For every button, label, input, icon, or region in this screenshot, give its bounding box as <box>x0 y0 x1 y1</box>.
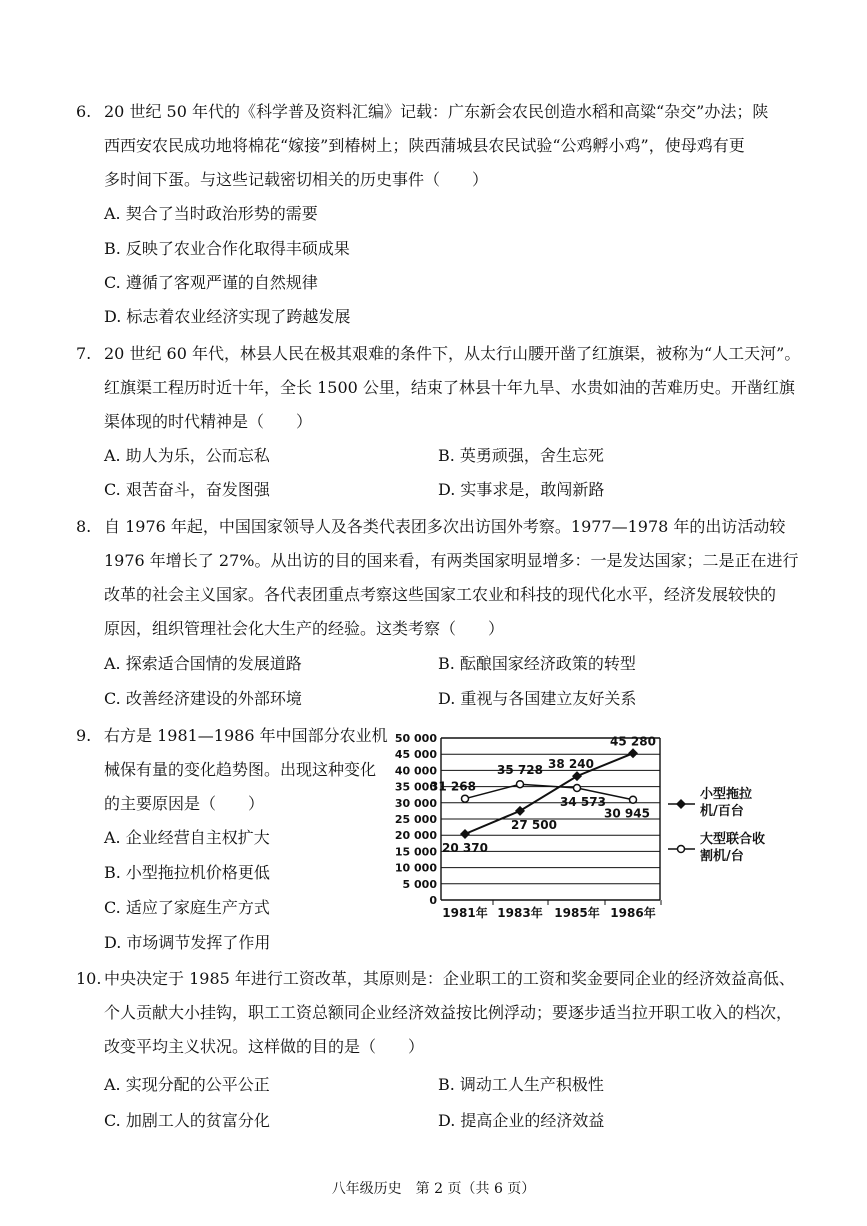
option-a: A. 助人为乐，公而忘私 <box>104 446 270 465</box>
question-text: 20 世纪 50 年代的《科学普及资料汇编》记载：广东新会农民创造水稻和高粱“杂交”办法；陕 <box>104 102 769 121</box>
option-d: D. 实事求是，敢闯新路 <box>438 480 605 499</box>
y-tick-label: 40 000 <box>394 764 437 778</box>
legend-label: 割机/台 <box>700 849 744 864</box>
question-text: 渠体现的时代精神是（ ） <box>104 412 313 431</box>
data-label: 35 728 <box>497 763 543 778</box>
question-text: 改变平均主义状况。这样做的目的是（ ） <box>104 1037 425 1056</box>
option-a: A. 实现分配的公平公正 <box>104 1075 270 1094</box>
option-b: B. 反映了农业合作化取得丰硕成果 <box>104 239 350 258</box>
option-c: C. 遵循了客观严谨的自然规律 <box>104 273 318 292</box>
data-label: 45 280 <box>610 734 656 749</box>
question-text: 西西安农民成功地将棉花“嫁接”到椿树上；陕西蒲城县农民试验“公鸡孵小鸡”，使母鸡有更 <box>104 136 745 155</box>
y-tick-label: 0 <box>429 894 437 907</box>
data-point-diamond <box>460 829 470 839</box>
y-tick-label: 35 000 <box>394 780 437 794</box>
data-label: 31 268 <box>430 779 476 794</box>
question-number: 6. <box>76 102 92 121</box>
y-tick-label: 10 000 <box>394 861 437 875</box>
question-text: 多时间下蛋。与这些记载密切相关的历史事件（ ） <box>104 170 489 189</box>
data-label: 27 500 <box>511 817 557 832</box>
option-b: B. 英勇顽强，舍生忘死 <box>438 446 604 465</box>
x-tick-label: 1985年 <box>554 906 600 920</box>
question-text: 原因，组织管理社会化大生产的经验。这类考察（ ） <box>104 619 505 638</box>
question-number: 10. <box>76 969 102 988</box>
legend-label: 小型拖拉 <box>700 787 753 802</box>
option-a: A. 企业经营自主权扩大 <box>104 828 270 847</box>
option-b: B. 小型拖拉机价格更低 <box>104 863 270 882</box>
question-text: 红旗渠工程历时近十年，全长 1500 公里，结束了林县十年九旱、水贵如油的苦难历史。开凿红旗 <box>104 378 795 397</box>
data-point-diamond <box>628 748 638 758</box>
question-text: 械保有量的变化趋势图。出现这种变化 <box>104 760 377 779</box>
data-label: 34 573 <box>560 794 606 809</box>
option-c: C. 艰苦奋斗，奋发图强 <box>104 480 270 499</box>
data-point-circle <box>574 784 581 791</box>
y-tick-label: 5 000 <box>402 877 437 891</box>
data-point-circle <box>517 781 524 788</box>
data-point-circle <box>462 795 469 802</box>
page-footer: 八年级历史 第 2 页（共 6 页） <box>331 1181 536 1197</box>
question-text: 中央决定于 1985 年进行工资改革，其原则是：企业职工的工资和奖金要同企业的经济效益高低、 <box>104 969 795 988</box>
legend-label: 大型联合收 <box>700 832 766 847</box>
option-d: D. 标志着农业经济实现了跨越发展 <box>104 307 351 326</box>
option-d: D. 提高企业的经济效益 <box>438 1111 605 1130</box>
x-tick-label: 1981年 <box>442 906 488 920</box>
question-number: 9. <box>76 726 92 745</box>
question-text: 改革的社会主义国家。各代表团重点考察这些国家工农业和科技的现代化水平，经济发展较快的 <box>104 585 777 604</box>
legend-marker-circle <box>678 846 685 853</box>
question-number: 7. <box>76 344 92 363</box>
option-a: A. 契合了当时政治形势的需要 <box>104 204 318 223</box>
x-tick-label: 1983年 <box>497 906 543 920</box>
question-text: 的主要原因是（ ） <box>104 794 265 813</box>
question-text: 个人贡献大小挂钩，职工工资总额同企业经济效益按比例浮动；要逐步适当拉开职工收入的档次， <box>104 1003 793 1022</box>
y-tick-label: 45 000 <box>394 748 437 762</box>
legend-marker-diamond <box>676 799 686 809</box>
y-tick-label: 15 000 <box>394 845 437 859</box>
data-label: 38 240 <box>548 757 594 772</box>
question-text: 自 1976 年起，中国国家领导人及各类代表团多次出访国外考察。1977—1978 年的出访活动较 <box>104 517 786 536</box>
legend-label: 机/百台 <box>700 804 744 819</box>
question-text: 1976 年增长了 27%。从出访的目的国来看，有两类国家明显增多：一是发达国家；二是正在进行 <box>104 551 799 570</box>
y-tick-label: 30 000 <box>394 796 437 810</box>
option-c: C. 改善经济建设的外部环境 <box>104 689 302 708</box>
x-tick-label: 1986年 <box>610 906 656 920</box>
data-point-circle <box>630 796 637 803</box>
data-point-diamond <box>515 806 525 816</box>
option-d: D. 市场调节发挥了作用 <box>104 933 271 952</box>
question-number: 8. <box>76 517 92 536</box>
option-c: C. 适应了家庭生产方式 <box>104 898 270 917</box>
option-a: A. 探索适合国情的发展道路 <box>104 654 302 673</box>
option-d: D. 重视与各国建立友好关系 <box>438 689 637 708</box>
option-c: C. 加剧工人的贫富分化 <box>104 1111 270 1130</box>
data-label: 20 370 <box>442 841 488 856</box>
option-b: B. 调动工人生产积极性 <box>438 1075 604 1094</box>
machinery-trend-chart <box>385 728 785 928</box>
question-text: 右方是 1981—1986 年中国部分农业机 <box>104 726 388 745</box>
y-tick-label: 50 000 <box>394 732 437 745</box>
question-text: 20 世纪 60 年代，林县人民在极其艰难的条件下，从太行山腰开凿了红旗渠，被称为“人工天河”。 <box>104 344 801 363</box>
data-label: 30 945 <box>604 806 650 821</box>
y-tick-label: 20 000 <box>394 829 437 843</box>
y-tick-label: 25 000 <box>394 813 437 826</box>
option-b: B. 酝酿国家经济政策的转型 <box>438 654 636 673</box>
data-point-diamond <box>572 771 582 781</box>
